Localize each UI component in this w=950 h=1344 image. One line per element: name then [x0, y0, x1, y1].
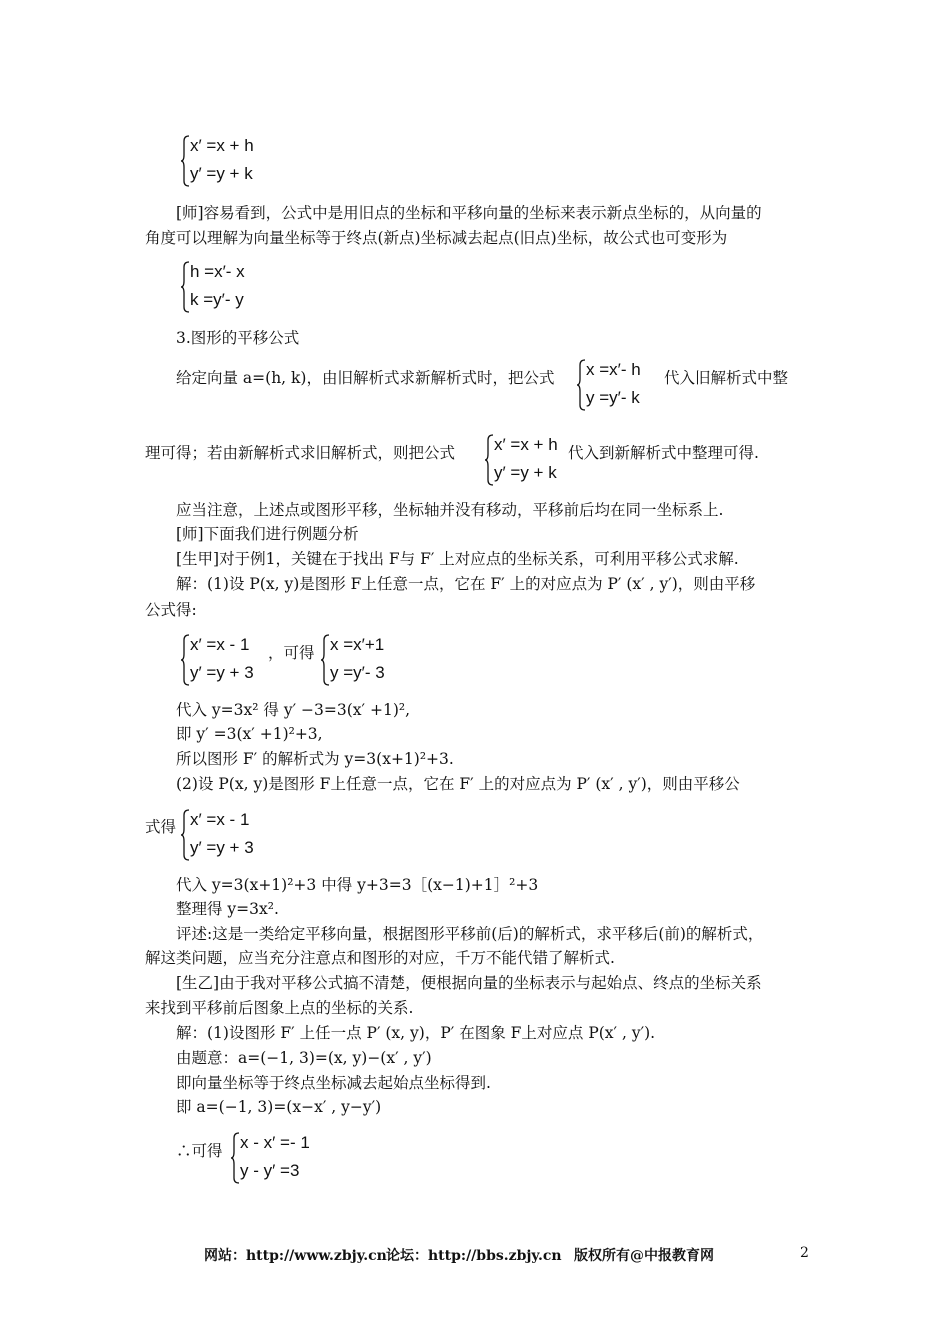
paragraph-line: 即向量坐标等于终点坐标减去起始点坐标得到. [176, 1074, 491, 1092]
footer-site-link[interactable]: 网站：http://www.zbjy.cn [204, 1248, 387, 1264]
paragraph-line: [师]容易看到，公式中是用旧点的坐标和平移向量的坐标来表示新点坐标的，从向量的 [176, 204, 762, 222]
left-brace-icon [180, 809, 190, 861]
paragraph-line: 整理得 y=3x². [176, 900, 279, 918]
equation-row: x′ =x - 1 [190, 810, 250, 829]
paragraph-line: 代入 y=3x² 得 y′ −3=3(x′ +1)², [176, 701, 411, 719]
equation-row: x′ =x + h [190, 136, 254, 155]
paragraph-line: [生甲]对于例1，关键在于找出 F与 F′ 上对应点的坐标关系，可利用平移公式求解. [176, 550, 739, 568]
left-brace-icon [320, 634, 330, 686]
left-brace-icon [180, 261, 190, 313]
equation-row: k =y′- y [190, 290, 244, 309]
paragraph-line: 解：(1)设 P(x, y)是图形 F上任意一点，它在 F′ 上的对应点为 P′ (x′ , y′)，则由平移 [176, 575, 756, 593]
left-brace-icon [484, 434, 494, 486]
paragraph-line: 即 a=(−1, 3)=(x−x′ , y−y′) [176, 1098, 382, 1116]
inline-text: ，可得 [268, 644, 315, 662]
footer-copyright: 版权所有@中报教育网 [574, 1248, 714, 1264]
equation-row: x =x′- h [586, 360, 641, 379]
equation-row: y′ =y + k [190, 164, 253, 183]
paragraph-line: 即 y′ =3(x′ +1)²+3, [176, 725, 323, 743]
equation-row: y′ =y + k [494, 463, 557, 482]
paragraph-line: (2)设 P(x, y)是图形 F上任意一点，它在 F′ 上的对应点为 P′ (x′ , y′)，则由平移公 [176, 775, 740, 793]
paragraph-line: [生乙]由于我对平移公式搞不清楚，便根据向量的坐标表示与起始点、终点的坐标关系 [176, 974, 762, 992]
left-brace-icon [180, 135, 190, 187]
equation-row: y′ =y + 3 [190, 663, 254, 682]
paragraph-line: 所以图形 F′ 的解析式为 y=3(x+1)²+3. [176, 750, 454, 768]
paragraph-line: 理可得；若由新解析式求旧解析式，则把公式 [145, 444, 456, 462]
equation-row: h =x′- x [190, 262, 245, 281]
equation-row: y - y′ =3 [240, 1161, 300, 1180]
paragraph-line: 公式得: [145, 601, 197, 619]
equation-row: x′ =x + h [494, 435, 558, 454]
equation-row: x′ =x - 1 [190, 635, 250, 654]
paragraph-line: 式得 [145, 818, 177, 836]
paragraph-line: 角度可以理解为向量坐标等于终点(新点)坐标减去起点(旧点)坐标，故公式也可变形为 [145, 229, 728, 247]
footer-forum-link[interactable]: 论坛：http://bbs.zbjy.cn [386, 1248, 562, 1264]
paragraph-line: 解：(1)设图形 F′ 上任一点 P′ (x, y)，P′ 在图象 F上对应点 P(x′ , y′). [176, 1024, 656, 1042]
paragraph-line: 由题意：a=(−1, 3)=(x, y)−(x′ , y′) [176, 1049, 432, 1067]
inline-text: ∴可得 [176, 1142, 223, 1160]
equation-row: x =x′+1 [330, 635, 385, 654]
paragraph-line: 应当注意，上述点或图形平移，坐标轴并没有移动，平移前后均在同一坐标系上. [176, 501, 724, 519]
equation-row: y′ =y + 3 [190, 838, 254, 857]
paragraph-line: 给定向量 a=(h, k)，由旧解析式求新解析式时，把公式 [176, 369, 555, 387]
paragraph-line: 来找到平移前后图象上点的坐标的关系. [145, 999, 414, 1017]
left-brace-icon [576, 359, 586, 411]
equation-row: y =y′- 3 [330, 663, 385, 682]
equation-row: x - x′ =- 1 [240, 1133, 310, 1152]
paragraph-line: 代入到新解析式中整理可得. [568, 444, 759, 462]
equation-row: y =y′- k [586, 388, 640, 407]
left-brace-icon [180, 634, 190, 686]
section-heading: 3.图形的平移公式 [176, 329, 300, 347]
paragraph-line: 代入 y=3(x+1)²+3 中得 y+3=3［(x−1)+1］²+3 [176, 876, 539, 894]
paragraph-line: 评述:这是一类给定平移向量，根据图形平移前(后)的解析式，求平移后(前)的解析式， [176, 925, 764, 943]
paragraph-line: 代入旧解析式中整 [664, 369, 789, 387]
paragraph-line: [师]下面我们进行例题分析 [176, 525, 359, 543]
page-number: 2 [800, 1245, 809, 1261]
left-brace-icon [230, 1132, 240, 1184]
paragraph-line: 解这类问题，应当充分注意点和图形的对应，千万不能代错了解析式. [145, 949, 615, 967]
